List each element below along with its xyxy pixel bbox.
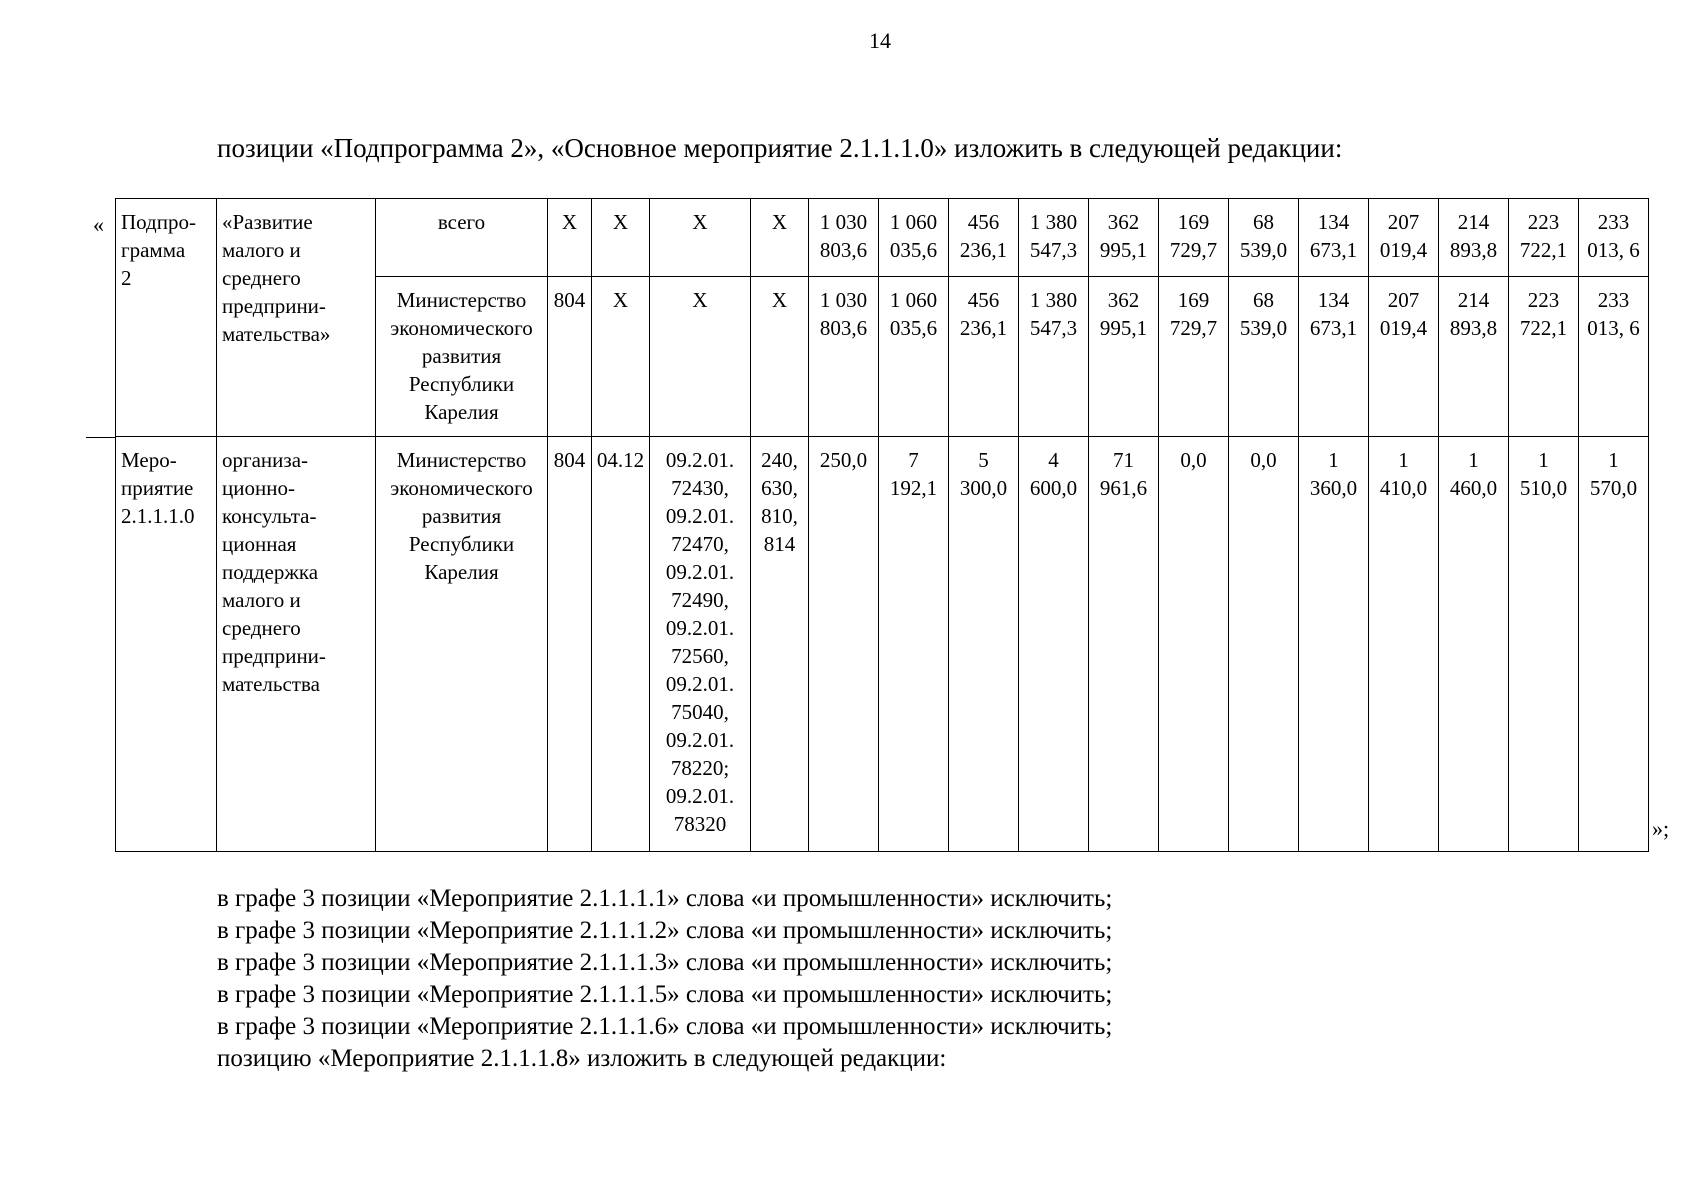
value-cell: 1 510,0	[1509, 437, 1579, 852]
table-row	[116, 437, 1649, 852]
value-cell: 169 729,7	[1159, 199, 1229, 277]
value-cell: 1 460,0	[1439, 437, 1509, 852]
vr-cell: X	[751, 199, 809, 277]
event-code: Меро- приятие 2.1.1.1.0	[116, 437, 217, 852]
rzpr-cell: X	[592, 199, 650, 277]
value-cell: 223 722,1	[1509, 199, 1579, 277]
amendment-line: позицию «Мероприятие 2.1.1.1.8» изложить в следующей редакции:	[217, 1045, 947, 1072]
value-cell: 71 961,6	[1089, 437, 1159, 852]
value-cell: 214 893,8	[1439, 277, 1509, 437]
amendment-line: в графе 3 позиции «Мероприятие 2.1.1.1.3» слова «и промышленности» исключить;	[217, 949, 1113, 976]
vr-cell: 240, 630, 810, 814	[751, 437, 809, 852]
value-cell: 4 600,0	[1019, 437, 1089, 852]
value-cell: 1 360,0	[1299, 437, 1369, 852]
value-cell: 1 060 035,6	[879, 199, 949, 277]
value-cell: 207 019,4	[1369, 277, 1439, 437]
value-cell: 1 030 803,6	[809, 277, 879, 437]
amendment-line: в графе 3 позиции «Мероприятие 2.1.1.1.1» слова «и промышленности» исключить;	[217, 885, 1113, 912]
closing-quote-mark: »;	[1652, 816, 1670, 841]
intro-paragraph: позиции «Подпрограмма 2», «Основное мероприятие 2.1.1.1.0» изложить в следующей редакции:	[217, 133, 1343, 163]
subprogram-name: «Развитие малого и среднего предприни- мательства»	[217, 199, 376, 437]
subprogram-code: Подпро- грамма 2	[116, 199, 217, 437]
value-cell: 0,0	[1159, 437, 1229, 852]
amendment-line: в графе 3 позиции «Мероприятие 2.1.1.1.2» слова «и промышленности» исключить;	[217, 917, 1113, 944]
csr-cell: X	[650, 277, 751, 437]
value-cell: 1 060 035,6	[879, 277, 949, 437]
value-cell: 1 380 547,3	[1019, 199, 1089, 277]
value-cell: 207 019,4	[1369, 199, 1439, 277]
page-number: 14	[869, 28, 891, 53]
value-cell: 250,0	[809, 437, 879, 852]
value-cell: 169 729,7	[1159, 277, 1229, 437]
rzpr-cell: 04.12	[592, 437, 650, 852]
amendment-list	[217, 883, 1112, 1075]
program-table	[115, 198, 1649, 852]
value-cell: 1 030 803,6	[809, 199, 879, 277]
value-cell: 134 673,1	[1299, 277, 1369, 437]
value-cell: 1 380 547,3	[1019, 277, 1089, 437]
event-name: организа- ционно- консульта- ционная поддержка малого и среднего предприни- мательства	[217, 437, 376, 852]
rzpr-cell: X	[592, 277, 650, 437]
value-cell: 1 570,0	[1579, 437, 1649, 852]
table-row	[116, 199, 1649, 277]
value-cell: 68 539,0	[1229, 277, 1299, 437]
executor-cell: Министерство экономического развития Республики Карелия	[376, 437, 548, 852]
grbs-cell: 804	[548, 277, 592, 437]
executor-cell: всего	[376, 199, 548, 277]
csr-cell: 09.2.01. 72430, 09.2.01. 72470, 09.2.01. 72490, 09.2.01. 72560, 09.2.01. 75040, 09.2.01. 78220; 09.2.01. 78320	[650, 437, 751, 852]
csr-cell: X	[650, 199, 751, 277]
value-cell: 5 300,0	[949, 437, 1019, 852]
opening-quote-mark: «	[93, 212, 104, 237]
value-cell: 134 673,1	[1299, 199, 1369, 277]
value-cell: 456 236,1	[949, 199, 1019, 277]
value-cell: 362 995,1	[1089, 199, 1159, 277]
value-cell: 1 410,0	[1369, 437, 1439, 852]
value-cell: 68 539,0	[1229, 199, 1299, 277]
amendment-line: в графе 3 позиции «Мероприятие 2.1.1.1.6» слова «и промышленности» исключить;	[217, 1013, 1113, 1040]
value-cell: 0,0	[1229, 437, 1299, 852]
value-cell: 233 013, 6	[1579, 199, 1649, 277]
executor-cell: Министерство экономического развития Республики Карелия	[376, 277, 548, 437]
value-cell: 362 995,1	[1089, 277, 1159, 437]
row-separator-line	[86, 437, 116, 438]
value-cell: 233 013, 6	[1579, 277, 1649, 437]
value-cell: 223 722,1	[1509, 277, 1579, 437]
value-cell: 7 192,1	[879, 437, 949, 852]
grbs-cell: X	[548, 199, 592, 277]
amendment-line: в графе 3 позиции «Мероприятие 2.1.1.1.5» слова «и промышленности» исключить;	[217, 981, 1113, 1008]
vr-cell: X	[751, 277, 809, 437]
value-cell: 456 236,1	[949, 277, 1019, 437]
value-cell: 214 893,8	[1439, 199, 1509, 277]
grbs-cell: 804	[548, 437, 592, 852]
